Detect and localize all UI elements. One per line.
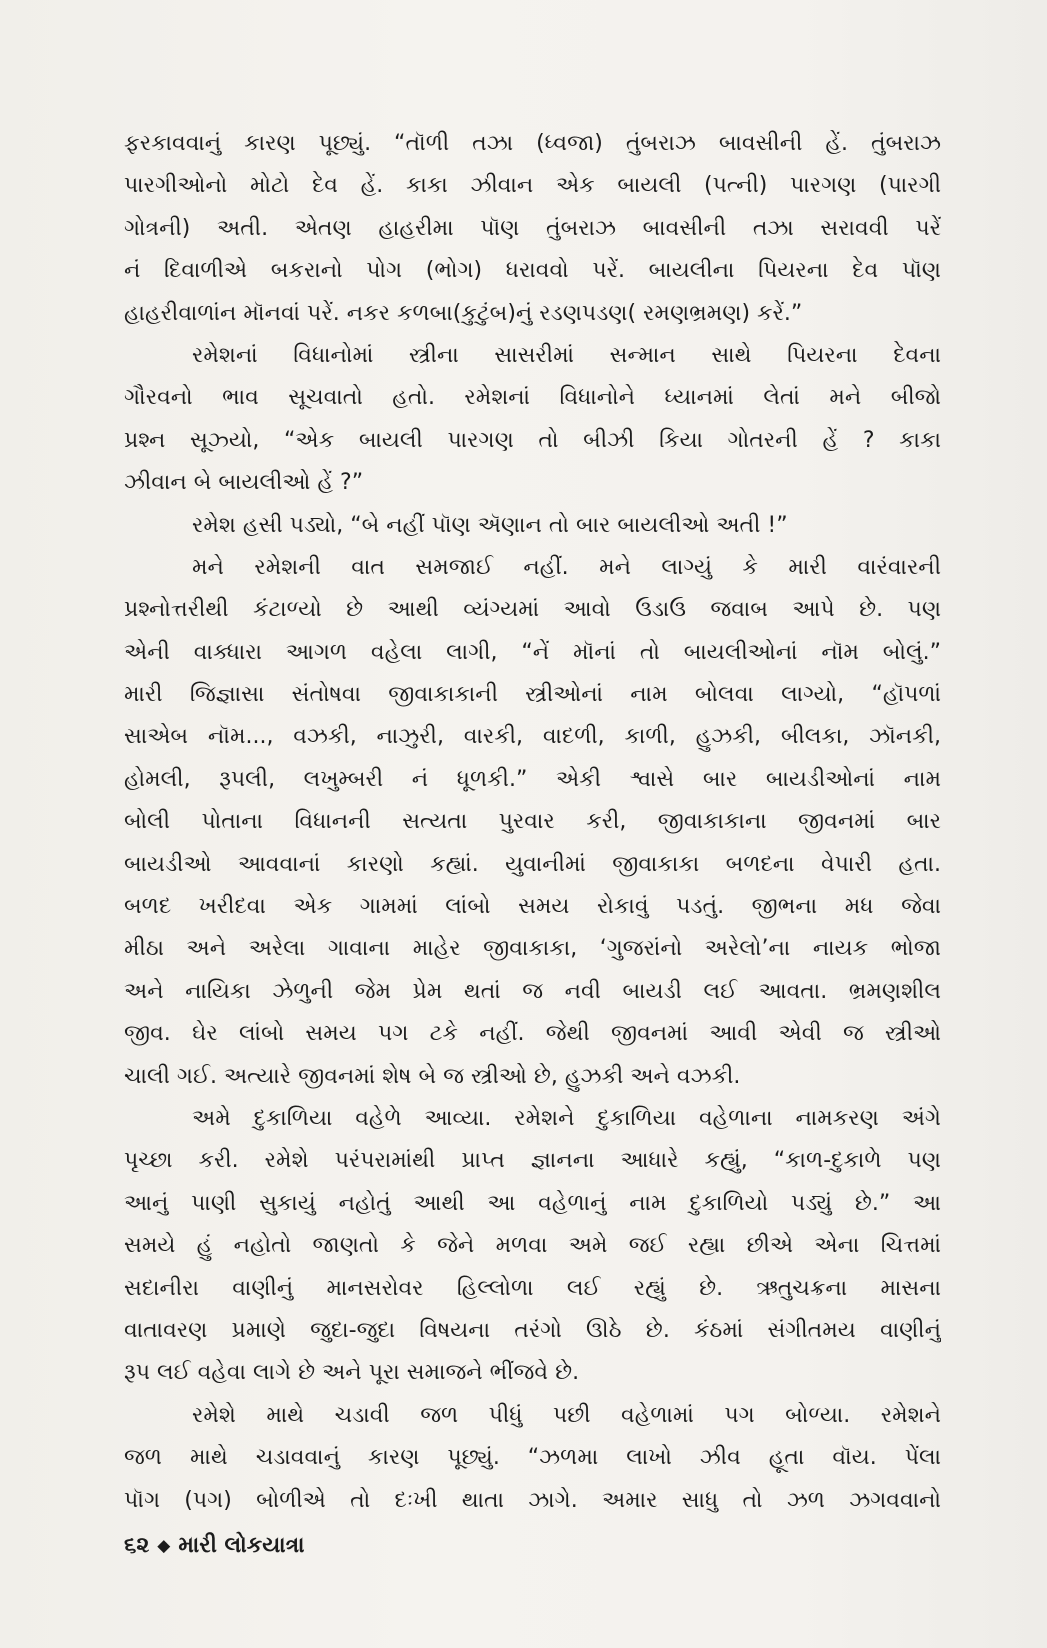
text-line: રમેશ હસી પડ્યો, “બે નહીં પૉણ ઍણાન તો બાર બાયલીઓ અતી !” — [192, 512, 788, 538]
text-line: બળદ ખરીદવા એક ગામમાં લાંબો સમય રોકાવું પડતું. જીભના મધ જેવા — [124, 894, 941, 920]
text-line: બોલી પોતાના વિધાનની સત્યતા પુરવાર કરી, જીવાકાકાના જીવનમાં બાર — [124, 809, 941, 835]
text-line: સાએબ નૉમ..., વઝકી, નાઝુરી, વારકી, વાદળી, કાળી, હુઝકી, બીલકા, ઝૉનકી, — [124, 724, 941, 750]
text-line: પ્રશ્ન સૂઝ્યો, “એક બાયલી પારગણ તો બીઝી કિયા ગોતરની હેં ? કાકા — [124, 427, 941, 453]
paragraph — [124, 505, 941, 547]
text-line: અમે દુકાળિયા વહેળે આવ્યા. રમેશને દુકાળિયા વહેળાના નામકરણ અંગે — [192, 1105, 941, 1131]
text-line: પૃચ્છા કરી. રમેશે પરંપરામાંથી પ્રાપ્ત જ્ઞાનના આધારે કહ્યું, “કાળ-દુકાળે પણ — [124, 1148, 941, 1174]
diamond-separator-icon: ◆ — [157, 1536, 171, 1556]
paragraph — [124, 335, 941, 505]
text-line: હાહરીવાળાંન મૉનવાં પરેં. નકર કળબા(કુટુંબ)નું રડણપડણ( રમણભ્રમણ) કરેં.” — [124, 300, 803, 326]
text-line: જીવ. ઘેર લાંબો સમય પગ ટકે નહીં. જેથી જીવનમાં આવી એવી જ સ્ત્રીઓ — [124, 1021, 941, 1047]
text-line: મારી જિજ્ઞાસા સંતોષવા જીવાકાકાની સ્ત્રીઓનાં નામ બોલવા લાગ્યો, “હૉપળાં — [124, 682, 941, 708]
text-line: ગૌરવનો ભાવ સૂચવાતો હતો. રમેશનાં વિધાનોને ધ્યાનમાં લેતાં મને બીજો — [124, 385, 941, 411]
book-title: મારી લોકયાત્રા — [178, 1533, 305, 1558]
text-line: રમેશનાં વિધાનોમાં સ્ત્રીના સાસરીમાં સન્માન સાથે પિયરના દેવના — [192, 342, 941, 368]
body-text — [124, 123, 941, 1522]
text-line: બાયડીઓ આવવાનાં કારણો કહ્યાં. યુવાનીમાં જીવાકાકા બળદના વેપારી હતા. — [124, 851, 941, 877]
text-line: એની વાક્ધારા આગળ વહેલા લાગી, “નેં મૉનાં તો બાયલીઓનાં નૉમ બોલું.” — [124, 639, 941, 665]
text-line: અને નાયિકા ઝેળુની જેમ પ્રેમ થતાં જ નવી બાયડી લઈ આવતા. ભ્રમણશીલ — [124, 978, 941, 1004]
paragraph — [124, 1098, 941, 1395]
text-line: ફરકાવવાનું કારણ પૂછ્યું. “તૉળી તઝા (ધ્વજા) તુંબરાઝ બાવસીની હેં. તુંબરાઝ — [124, 131, 941, 156]
text-line: ઝીવાન બે બાયલીઓ હેં ?” — [124, 470, 364, 496]
text-line: પૉગ (પગ) બોળીએ તો દઃખી થાતા ઝાગે. અમાર સાધુ તો ઝળ ઝગવવાનો — [124, 1487, 941, 1513]
text-line: નં દિવાળીએ બકરાનો પોગ (ભોગ) ધરાવવો પરેં. બાયલીના પિયરના દેવ પૉણ — [124, 258, 941, 284]
text-line: પારગીઓનો મોટો દેવ હેં. કાકા ઝીવાન એક બાયલી (પત્ની) પારગણ (પારગી — [124, 173, 941, 199]
text-line: રૂપ લઈ વહેવા લાગે છે અને પૂરા સમાજને ભીંજવે છે. — [124, 1360, 580, 1386]
text-line: આનું પાણી સુકાયું નહોતું આથી આ વહેળાનું નામ દુકાળિયો પડ્યું છે.” આ — [124, 1190, 941, 1216]
text-line: મીઠા અને અરેલા ગાવાના માહેર જીવાકાકા, ‘ગુજરાંનો અરેલો’ના નાયક ભોજા — [124, 936, 941, 962]
text-line: પ્રશ્નોત્તરીથી કંટાળ્યો છે આથી વ્યંગ્યમાં આવો ઉડાઉ જવાબ આપે છે. પણ — [124, 597, 941, 623]
text-line: વાતાવરણ પ્રમાણે જુદા-જુદા વિષયના તરંગો ઊઠે છે. કંઠમાં સંગીતમય વાણીનું — [124, 1317, 941, 1343]
page-footer — [124, 1530, 305, 1562]
text-line: ગોત્રની) અતી. એતણ હાહરીમા પૉણ તુંબરાઝ બાવસીની તઝા સરાવવી પરેં — [124, 215, 941, 241]
paragraph — [124, 1395, 941, 1522]
text-line: જળ માથે ચડાવવાનું કારણ પૂછ્યું. “ઝળમા લાખો ઝીવ હૂતા વૉય. પેંલા — [124, 1445, 941, 1471]
paragraph — [124, 123, 941, 335]
text-line: ચાલી ગઈ. અત્યારે જીવનમાં શેષ બે જ સ્ત્રીઓ છે, હુઝકી અને વઝકી. — [124, 1063, 741, 1089]
paragraph — [124, 547, 941, 1098]
text-line: હોમલી, રૂપલી, લખુમ્બરી નં ધૂળકી.” એકી શ્વાસે બાર બાયડીઓનાં નામ — [124, 766, 941, 792]
text-line: સમયે હું નહોતો જાણતો કે જેને મળવા અમે જઈ રહ્યા છીએ એના ચિત્તમાં — [124, 1233, 941, 1259]
page-number: ૬૨ — [124, 1533, 150, 1558]
text-line: રમેશે માથે ચડાવી જળ પીધું પછી વહેળામાં પગ બોળ્યા. રમેશને — [192, 1402, 941, 1428]
text-line: મને રમેશની વાત સમજાઈ નહીં. મને લાગ્યું કે મારી વારંવારની — [192, 554, 941, 580]
text-line: સદાનીરા વાણીનું માનસરોવર હિલ્લોળા લઈ રહ્યું છે. ઋતુચક્રના માસના — [124, 1275, 941, 1301]
